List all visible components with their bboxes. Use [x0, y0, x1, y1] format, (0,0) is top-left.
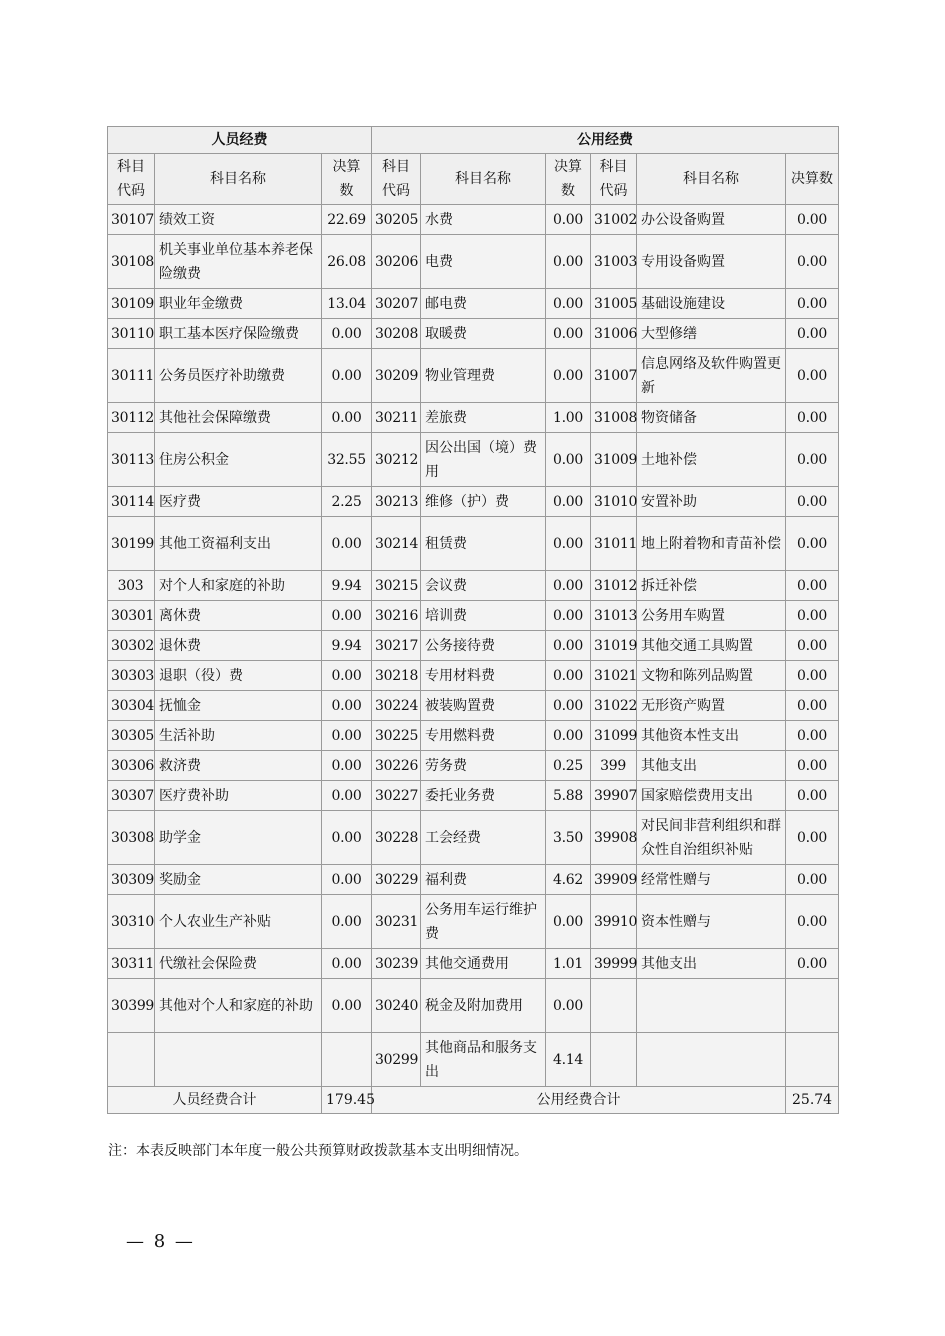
- amount-cell: 4.14: [546, 1033, 591, 1087]
- subject-code-cell: 30207: [372, 289, 421, 319]
- amount-cell: 1.00: [546, 403, 591, 433]
- amount-cell: 0.00: [786, 865, 839, 895]
- subject-name-cell: 经常性赠与: [637, 865, 786, 895]
- subject-name-cell: 基础设施建设: [637, 289, 786, 319]
- amount-cell: 0.00: [546, 433, 591, 487]
- subject-name-cell: 水费: [421, 205, 546, 235]
- amount-cell: 22.69: [322, 205, 372, 235]
- subject-code-cell: 30215: [372, 571, 421, 601]
- table-row: [108, 487, 839, 517]
- table-row: [108, 721, 839, 751]
- subject-code-cell: 31099: [591, 721, 637, 751]
- subject-code-cell: 31003: [591, 235, 637, 289]
- amount-cell: 0.00: [322, 319, 372, 349]
- subject-name-cell: 福利费: [421, 865, 546, 895]
- total-row: [108, 1087, 839, 1114]
- amount-cell: 0.00: [322, 721, 372, 751]
- group-header-row: [108, 127, 839, 154]
- amount-cell: 0.25: [546, 751, 591, 781]
- subject-name-cell: 公务员医疗补助缴费: [155, 349, 322, 403]
- table-row: [108, 811, 839, 865]
- subject-name-cell: 工会经费: [421, 811, 546, 865]
- subject-code-cell: 30110: [108, 319, 155, 349]
- subject-name-cell: 其他支出: [637, 751, 786, 781]
- subject-code-cell: 39907: [591, 781, 637, 811]
- amount-cell: 2.25: [322, 487, 372, 517]
- subject-name-cell: 物资储备: [637, 403, 786, 433]
- subject-name-cell: 对民间非营利组织和群众性自治组织补贴: [637, 811, 786, 865]
- subject-name-cell: 培训费: [421, 601, 546, 631]
- subject-code-cell: 31007: [591, 349, 637, 403]
- amount-cell: 0.00: [786, 751, 839, 781]
- subject-name-cell: 救济费: [155, 751, 322, 781]
- subject-code-cell: 30227: [372, 781, 421, 811]
- subject-code-cell: 30399: [108, 979, 155, 1033]
- subject-code-cell: 399: [591, 751, 637, 781]
- table-row: [108, 865, 839, 895]
- subject-name-cell: 医疗费: [155, 487, 322, 517]
- table-row: [108, 289, 839, 319]
- subject-code-cell: 30206: [372, 235, 421, 289]
- subject-name-cell: 对个人和家庭的补助: [155, 571, 322, 601]
- subject-name-cell: 专用材料费: [421, 661, 546, 691]
- amount-cell: 0.00: [322, 895, 372, 949]
- group-personnel-header: 人员经费: [108, 127, 372, 154]
- table-row: [108, 319, 839, 349]
- subject-code-cell: 30114: [108, 487, 155, 517]
- table-note: 注：本表反映部门本年度一般公共预算财政拨款基本支出明细情况。: [108, 1143, 528, 1159]
- subject-code-cell: 31021: [591, 661, 637, 691]
- subject-name-cell: 税金及附加费用: [421, 979, 546, 1033]
- table-row: [108, 751, 839, 781]
- amount-cell: 0.00: [322, 979, 372, 1033]
- subject-name-cell: 机关事业单位基本养老保险缴费: [155, 235, 322, 289]
- subject-code-cell: 30111: [108, 349, 155, 403]
- subject-code-cell: 30226: [372, 751, 421, 781]
- subject-code-cell: [591, 1033, 637, 1087]
- subject-name-cell: 电费: [421, 235, 546, 289]
- public-total-value: 25.74: [786, 1087, 839, 1114]
- subject-name-cell: 物业管理费: [421, 349, 546, 403]
- subject-code-cell: 30239: [372, 949, 421, 979]
- amount-cell: 0.00: [322, 751, 372, 781]
- amount-cell: 0.00: [786, 895, 839, 949]
- amount-cell: 13.04: [322, 289, 372, 319]
- subject-name-cell: 职业年金缴费: [155, 289, 322, 319]
- subject-name-cell: 取暖费: [421, 319, 546, 349]
- amount-cell: 0.00: [546, 571, 591, 601]
- amount-cell: 0.00: [786, 571, 839, 601]
- subject-name-cell: 公务接待费: [421, 631, 546, 661]
- subject-code-cell: 39910: [591, 895, 637, 949]
- amount-cell: 0.00: [322, 781, 372, 811]
- subject-code-cell: 30214: [372, 517, 421, 571]
- table-row: [108, 403, 839, 433]
- amount-cell: 0.00: [546, 979, 591, 1033]
- amount-cell: 0.00: [546, 631, 591, 661]
- subject-name-cell: 抚恤金: [155, 691, 322, 721]
- subject-code-cell: 30107: [108, 205, 155, 235]
- amount-cell: 0.00: [546, 517, 591, 571]
- subject-code-cell: 30205: [372, 205, 421, 235]
- subject-code-cell: 30306: [108, 751, 155, 781]
- amount-cell: 0.00: [786, 205, 839, 235]
- subject-code-cell: 39999: [591, 949, 637, 979]
- amount-cell: 0.00: [546, 721, 591, 751]
- subject-code-cell: 31008: [591, 403, 637, 433]
- subject-code-cell: 30109: [108, 289, 155, 319]
- subject-name-cell: 职工基本医疗保险缴费: [155, 319, 322, 349]
- subject-code-cell: 31011: [591, 517, 637, 571]
- subject-code-cell: 39909: [591, 865, 637, 895]
- subject-name-cell: 退休费: [155, 631, 322, 661]
- subject-name-cell: [637, 979, 786, 1033]
- subject-code-cell: 30305: [108, 721, 155, 751]
- amount-cell: 0.00: [322, 811, 372, 865]
- table-row: [108, 661, 839, 691]
- subject-name-cell: 助学金: [155, 811, 322, 865]
- table-row: [108, 949, 839, 979]
- amount-cell: 0.00: [546, 661, 591, 691]
- amount-cell: 0.00: [322, 865, 372, 895]
- subject-name-cell: 代缴社会保险费: [155, 949, 322, 979]
- subject-code-cell: 30208: [372, 319, 421, 349]
- subject-name-cell: 文物和陈列品购置: [637, 661, 786, 691]
- table-row: [108, 517, 839, 571]
- subject-code-cell: 31010: [591, 487, 637, 517]
- subject-code-cell: 31006: [591, 319, 637, 349]
- table-row: [108, 691, 839, 721]
- amount-cell: 4.62: [546, 865, 591, 895]
- subject-name-cell: 其他商品和服务支出: [421, 1033, 546, 1087]
- subject-name-cell: 安置补助: [637, 487, 786, 517]
- budget-table: [107, 126, 839, 1114]
- amount-cell: 0.00: [786, 811, 839, 865]
- subject-name-cell: 专用燃料费: [421, 721, 546, 751]
- table-row: [108, 601, 839, 631]
- col-amount-header: 决算数: [546, 154, 591, 205]
- subject-code-cell: 30310: [108, 895, 155, 949]
- amount-cell: 0.00: [546, 205, 591, 235]
- table-row: [108, 349, 839, 403]
- amount-cell: 0.00: [322, 661, 372, 691]
- subject-code-cell: 30225: [372, 721, 421, 751]
- amount-cell: 0.00: [786, 601, 839, 631]
- col-code-header: 科目代码: [372, 154, 421, 205]
- subject-name-cell: [637, 1033, 786, 1087]
- subject-code-cell: 30308: [108, 811, 155, 865]
- amount-cell: 0.00: [322, 403, 372, 433]
- table-row: [108, 235, 839, 289]
- amount-cell: 0.00: [546, 349, 591, 403]
- subject-name-cell: 其他工资福利支出: [155, 517, 322, 571]
- subject-code-cell: 303: [108, 571, 155, 601]
- subject-code-cell: 30224: [372, 691, 421, 721]
- subject-code-cell: 31013: [591, 601, 637, 631]
- subject-name-cell: 医疗费补助: [155, 781, 322, 811]
- amount-cell: [786, 979, 839, 1033]
- amount-cell: 3.50: [546, 811, 591, 865]
- subject-code-cell: [108, 1033, 155, 1087]
- subject-code-cell: 31022: [591, 691, 637, 721]
- subject-name-cell: 大型修缮: [637, 319, 786, 349]
- subject-name-cell: 其他社会保障缴费: [155, 403, 322, 433]
- amount-cell: 9.94: [322, 571, 372, 601]
- personnel-total-value: 179.45: [322, 1087, 372, 1114]
- subject-name-cell: 国家赔偿费用支出: [637, 781, 786, 811]
- amount-cell: 0.00: [786, 433, 839, 487]
- amount-cell: 0.00: [322, 949, 372, 979]
- subject-name-cell: 租赁费: [421, 517, 546, 571]
- amount-cell: 0.00: [546, 895, 591, 949]
- amount-cell: 0.00: [546, 601, 591, 631]
- amount-cell: 32.55: [322, 433, 372, 487]
- group-public-header: 公用经费: [372, 127, 839, 154]
- subject-name-cell: 住房公积金: [155, 433, 322, 487]
- subject-code-cell: 31009: [591, 433, 637, 487]
- subject-name-cell: 邮电费: [421, 289, 546, 319]
- subject-code-cell: 30307: [108, 781, 155, 811]
- col-name-header: 科目名称: [637, 154, 786, 205]
- amount-cell: 0.00: [322, 691, 372, 721]
- subject-code-cell: 30113: [108, 433, 155, 487]
- subject-name-cell: 公务用车运行维护费: [421, 895, 546, 949]
- subject-code-cell: 31012: [591, 571, 637, 601]
- subject-code-cell: 30209: [372, 349, 421, 403]
- table-row: [108, 781, 839, 811]
- amount-cell: 0.00: [786, 949, 839, 979]
- amount-cell: 0.00: [786, 517, 839, 571]
- amount-cell: [322, 1033, 372, 1087]
- amount-cell: 0.00: [546, 487, 591, 517]
- subject-code-cell: 30299: [372, 1033, 421, 1087]
- subject-code-cell: 30229: [372, 865, 421, 895]
- subject-code-cell: 30217: [372, 631, 421, 661]
- subject-code-cell: 30211: [372, 403, 421, 433]
- subject-code-cell: 30199: [108, 517, 155, 571]
- subject-name-cell: 信息网络及软件购置更新: [637, 349, 786, 403]
- subject-code-cell: 30309: [108, 865, 155, 895]
- subject-code-cell: 30303: [108, 661, 155, 691]
- amount-cell: 0.00: [786, 631, 839, 661]
- subject-name-cell: 离休费: [155, 601, 322, 631]
- subject-name-cell: 专用设备购置: [637, 235, 786, 289]
- amount-cell: 1.01: [546, 949, 591, 979]
- subject-code-cell: 30304: [108, 691, 155, 721]
- subject-code-cell: 30301: [108, 601, 155, 631]
- subject-name-cell: 资本性赠与: [637, 895, 786, 949]
- table-row: [108, 631, 839, 661]
- table-row: [108, 1033, 839, 1087]
- subject-name-cell: 公务用车购置: [637, 601, 786, 631]
- subject-name-cell: 劳务费: [421, 751, 546, 781]
- subject-name-cell: 委托业务费: [421, 781, 546, 811]
- subject-name-cell: 其他对个人和家庭的补助: [155, 979, 322, 1033]
- subject-name-cell: 办公设备购置: [637, 205, 786, 235]
- subject-name-cell: 退职（役）费: [155, 661, 322, 691]
- subject-name-cell: 其他交通费用: [421, 949, 546, 979]
- subject-code-cell: 30108: [108, 235, 155, 289]
- subject-code-cell: 30213: [372, 487, 421, 517]
- table-row: [108, 895, 839, 949]
- subject-code-cell: 31005: [591, 289, 637, 319]
- col-code-header: 科目代码: [591, 154, 637, 205]
- col-amount-header: 决算数: [786, 154, 839, 205]
- amount-cell: 0.00: [546, 289, 591, 319]
- subject-name-cell: 绩效工资: [155, 205, 322, 235]
- subject-code-cell: 30302: [108, 631, 155, 661]
- amount-cell: 0.00: [786, 349, 839, 403]
- col-code-header: 科目代码: [108, 154, 155, 205]
- table-row: [108, 979, 839, 1033]
- subject-code-cell: 30212: [372, 433, 421, 487]
- amount-cell: 0.00: [786, 781, 839, 811]
- subject-name-cell: 个人农业生产补贴: [155, 895, 322, 949]
- page-number: — 8 —: [126, 1231, 195, 1252]
- subject-code-cell: 30112: [108, 403, 155, 433]
- amount-cell: 26.08: [322, 235, 372, 289]
- subject-code-cell: 31002: [591, 205, 637, 235]
- amount-cell: 0.00: [546, 691, 591, 721]
- subject-code-cell: 30228: [372, 811, 421, 865]
- subject-name-cell: 无形资产购置: [637, 691, 786, 721]
- subject-name-cell: 土地补偿: [637, 433, 786, 487]
- amount-cell: 0.00: [546, 235, 591, 289]
- amount-cell: 0.00: [546, 319, 591, 349]
- public-total-label: 公用经费合计: [372, 1087, 786, 1114]
- amount-cell: 0.00: [322, 601, 372, 631]
- amount-cell: 0.00: [786, 691, 839, 721]
- amount-cell: 0.00: [322, 517, 372, 571]
- table-row: [108, 571, 839, 601]
- subject-code-cell: [591, 979, 637, 1033]
- subject-name-cell: [155, 1033, 322, 1087]
- subject-name-cell: 其他支出: [637, 949, 786, 979]
- subject-name-cell: 地上附着物和青苗补偿: [637, 517, 786, 571]
- subject-name-cell: 差旅费: [421, 403, 546, 433]
- amount-cell: 0.00: [786, 487, 839, 517]
- subject-code-cell: 30240: [372, 979, 421, 1033]
- column-header-row: [108, 154, 839, 205]
- amount-cell: 0.00: [786, 403, 839, 433]
- subject-name-cell: 被装购置费: [421, 691, 546, 721]
- subject-name-cell: 生活补助: [155, 721, 322, 751]
- subject-code-cell: 39908: [591, 811, 637, 865]
- subject-name-cell: 其他交通工具购置: [637, 631, 786, 661]
- amount-cell: 0.00: [786, 319, 839, 349]
- table-body: [108, 205, 839, 1087]
- table-row: [108, 205, 839, 235]
- subject-code-cell: 30216: [372, 601, 421, 631]
- subject-name-cell: 因公出国（境）费用: [421, 433, 546, 487]
- amount-cell: 5.88: [546, 781, 591, 811]
- amount-cell: 0.00: [786, 661, 839, 691]
- col-amount-header: 决算数: [322, 154, 372, 205]
- subject-name-cell: 拆迁补偿: [637, 571, 786, 601]
- amount-cell: 0.00: [786, 721, 839, 751]
- amount-cell: [786, 1033, 839, 1087]
- subject-code-cell: 30218: [372, 661, 421, 691]
- subject-code-cell: 31019: [591, 631, 637, 661]
- subject-name-cell: 奖励金: [155, 865, 322, 895]
- subject-code-cell: 30231: [372, 895, 421, 949]
- amount-cell: 0.00: [786, 289, 839, 319]
- col-name-header: 科目名称: [421, 154, 546, 205]
- amount-cell: 0.00: [786, 235, 839, 289]
- col-name-header: 科目名称: [155, 154, 322, 205]
- subject-name-cell: 会议费: [421, 571, 546, 601]
- subject-name-cell: 维修（护）费: [421, 487, 546, 517]
- subject-name-cell: 其他资本性支出: [637, 721, 786, 751]
- subject-code-cell: 30311: [108, 949, 155, 979]
- amount-cell: 0.00: [322, 349, 372, 403]
- amount-cell: 9.94: [322, 631, 372, 661]
- table-row: [108, 433, 839, 487]
- personnel-total-label: 人员经费合计: [108, 1087, 322, 1114]
